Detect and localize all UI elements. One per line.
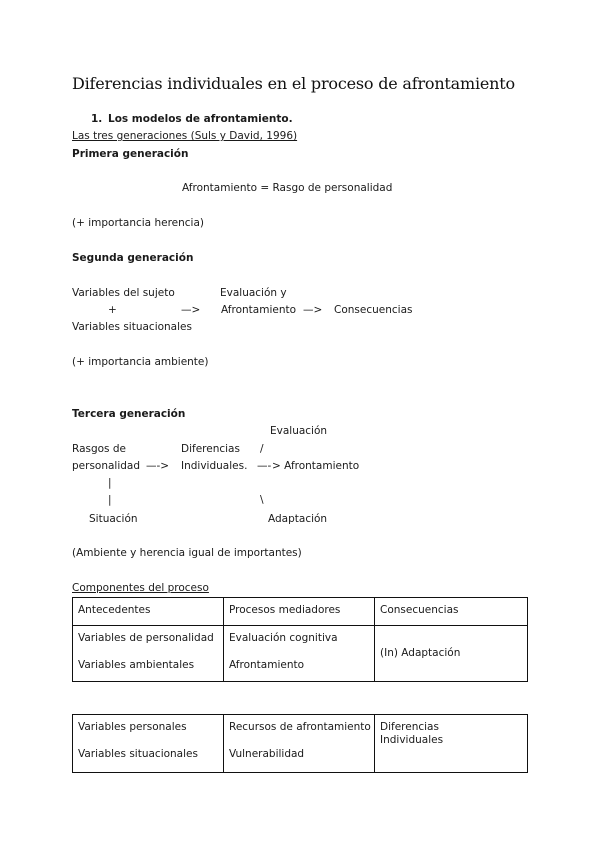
gen3-adaptacion: Adaptación <box>268 513 328 525</box>
gen3-note: (Ambiente y herencia igual de importantes) <box>72 547 302 559</box>
cell-procesos <box>224 626 375 682</box>
gen3-personalidad: personalidad <box>72 460 141 472</box>
gen3-heading: Tercera generación <box>72 408 186 420</box>
gen2-arrow-1: —> <box>181 304 201 316</box>
gen2-consecuencias: Consecuencias <box>334 304 413 316</box>
gen2-heading: Segunda generación <box>72 252 194 264</box>
table-row <box>73 626 528 682</box>
gen3-diferencias: Diferencias <box>181 443 240 455</box>
gen3-arrow-1: —-> <box>146 460 170 472</box>
cell-line: Diferencias <box>380 721 439 733</box>
gen1-heading: Primera generación <box>72 148 189 160</box>
gen3-pipe-1: | <box>108 477 112 489</box>
cell-consecuencias: (In) Adaptación <box>375 626 528 682</box>
gen2-evaluacion: Evaluación y <box>220 287 287 299</box>
gen2-afrontamiento: Afrontamiento <box>221 304 297 316</box>
header-consecuencias: Consecuencias <box>375 598 528 626</box>
page-title: Diferencias individuales en el proceso de afrontamiento <box>72 74 515 93</box>
generations-subheading: Las tres generaciones (Suls y David, 1996) <box>72 130 298 142</box>
cell-variables <box>73 715 224 773</box>
cell-line: Evaluación cognitiva <box>229 632 338 644</box>
gen2-arrow-2: —> <box>303 304 323 316</box>
gen2-plus: + <box>108 304 117 316</box>
cell-line: Individuales <box>380 733 444 746</box>
gen1-note: (+ importancia herencia) <box>72 217 204 229</box>
gen3-arrow-2: —- <box>257 460 272 472</box>
gen3-individuales: Individuales. <box>181 460 248 472</box>
section-number: 1. <box>91 113 103 125</box>
gen1-formula: Afrontamiento = Rasgo de personalidad <box>182 182 393 194</box>
gen2-note: (+ importancia ambiente) <box>72 356 209 368</box>
section-heading: Los modelos de afrontamiento. <box>108 113 293 125</box>
table-row <box>73 715 528 773</box>
gen2-variables-situacionales: Variables situacionales <box>72 321 192 333</box>
cell-antecedentes <box>73 626 224 682</box>
cell-line: Afrontamiento <box>229 658 305 671</box>
recursos-table <box>72 714 528 773</box>
cell-line: Variables ambientales <box>78 658 195 671</box>
cell-recursos <box>224 715 375 773</box>
cell-line: Variables situacionales <box>78 747 198 760</box>
table-header-row <box>73 598 528 626</box>
componentes-heading: Componentes del proceso <box>72 582 209 594</box>
cell-line: Variables personales <box>78 721 187 733</box>
cell-diferencias <box>375 715 528 773</box>
gen3-afrontamiento: > Afrontamiento <box>272 460 360 472</box>
gen3-rasgos: Rasgos de <box>72 443 126 455</box>
gen3-evaluacion: Evaluación <box>270 425 328 437</box>
header-antecedentes: Antecedentes <box>73 598 224 626</box>
cell-line: Recursos de afrontamiento <box>229 721 371 733</box>
gen3-situacion: Situación <box>89 513 138 525</box>
gen3-slash: / <box>260 443 264 455</box>
header-procesos-mediadores: Procesos mediadores <box>224 598 375 626</box>
cell-line: Variables de personalidad <box>78 632 214 644</box>
gen3-pipe-2: | <box>108 494 112 506</box>
gen2-variables-sujeto: Variables del sujeto <box>72 287 175 299</box>
componentes-table <box>72 597 528 682</box>
cell-line: Vulnerabilidad <box>229 747 305 760</box>
gen3-backslash: \ <box>260 494 264 506</box>
